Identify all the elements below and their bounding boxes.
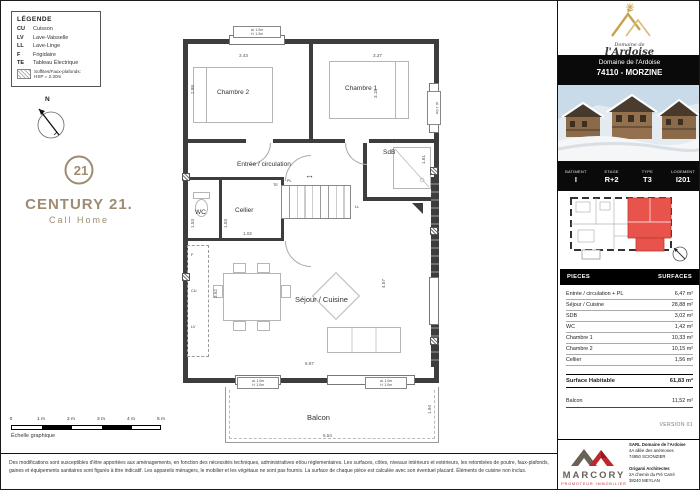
table-row-value: 10,15 m² <box>671 346 693 353</box>
legend-hatch-row <box>17 69 95 80</box>
equipment-f-label: F <box>191 253 194 257</box>
info-col-value: R+2 <box>604 174 619 184</box>
legend-item <box>17 35 95 41</box>
hatch-note <box>34 69 81 80</box>
table-row <box>566 289 693 300</box>
century21-tagline: Call Home <box>48 215 109 225</box>
room-label-entree: Entrée / circulation <box>237 161 291 168</box>
dim-balcon-width: 5.54 <box>323 433 332 438</box>
info-panel <box>557 1 700 490</box>
table-row-label: Cellier <box>566 357 582 364</box>
wall-post <box>182 173 190 181</box>
version-label: VERSION 01 <box>659 422 693 428</box>
dim-cellier-width: 1.02 <box>243 231 252 236</box>
kitchen-counter <box>187 245 209 357</box>
room-label-wc: WC <box>195 209 206 216</box>
legend-item-code: LL <box>17 43 24 49</box>
table-balcony-value: 11,52 m² <box>672 397 693 404</box>
project-city: 74110 - MORZINE <box>596 68 663 77</box>
legend-title: LÉGENDE <box>17 16 52 23</box>
window-note-chambre1 <box>427 91 441 125</box>
legend-item <box>17 60 95 66</box>
table-row <box>566 300 693 311</box>
hatch-note-line2: HSP = 2.30m <box>34 74 62 80</box>
legend-item-code: CU <box>17 26 25 32</box>
dim-chambre2-height: 2.88 <box>190 85 195 94</box>
table-total-label: Surface Habitable <box>566 377 615 384</box>
century21-logo <box>3 153 155 225</box>
chair <box>233 263 246 273</box>
room-label-cellier: Cellier <box>235 207 254 214</box>
dim-wc-height: 1.53 <box>190 219 195 228</box>
info-col-label: BATIMENT <box>565 168 587 174</box>
info-col-value: I201 <box>675 174 691 184</box>
shower-sdb <box>393 147 431 189</box>
legend-item-code: F <box>17 51 21 58</box>
wall-wc-top <box>188 177 284 180</box>
marcory-name: MARCORY <box>562 470 626 481</box>
project-banner <box>558 55 700 85</box>
project-name: Domaine de l'Ardoise <box>598 59 661 66</box>
marcory-tagline: PROMOTEUR IMMOBILIER <box>561 482 627 486</box>
contact-line: 38240 MEYLAN <box>629 477 660 483</box>
dim-sejour-height-right: 4.57 <box>381 279 386 288</box>
info-col <box>665 169 700 184</box>
scale-bar-caption: Échelle graphique <box>11 433 56 439</box>
marcory-logo <box>561 445 627 486</box>
balcony-door-note-left <box>237 377 279 389</box>
dim-sdb-width: 2.27 <box>391 139 400 144</box>
table-row-value: 3,02 m² <box>674 313 693 320</box>
info-col <box>594 169 630 184</box>
wall-post <box>430 167 438 175</box>
table-header-pieces: PIECES <box>567 274 591 280</box>
sofa <box>327 327 401 353</box>
table-row-value: 1,42 m² <box>674 324 693 331</box>
balcony-outline <box>225 387 439 443</box>
legend-item <box>17 52 95 58</box>
contact-line: 2A chemin du Pré Carré <box>629 471 675 477</box>
wall-wc-cellier-divider <box>219 177 222 241</box>
table-row <box>566 311 693 322</box>
scale-tick: 0 <box>9 417 13 422</box>
table-total-value: 61,83 m² <box>669 377 693 384</box>
toilet-tank-wc <box>193 192 210 199</box>
hatch-note-line1: Soffites/Faux-plafonds: <box>34 68 81 74</box>
stairs-direction-arrow-icon: ↔ <box>305 170 314 180</box>
info-col-value: I <box>574 174 577 184</box>
north-compass-icon <box>27 96 71 148</box>
scale-bar <box>11 417 181 439</box>
equipment-ll-label: LL <box>355 205 360 209</box>
century21-name: CENTURY 21. <box>25 196 133 213</box>
balcony-inner-line <box>229 390 435 439</box>
table-row-value: 10,33 m² <box>671 335 693 342</box>
scale-tick: 1 m <box>37 417 45 422</box>
contact-line: 74950 SCIONZIER <box>629 454 666 460</box>
legend-item <box>17 43 95 49</box>
svg-text:21: 21 <box>73 163 89 178</box>
table-row <box>566 322 693 333</box>
room-label-balcon: Balcon <box>307 413 330 422</box>
stairs <box>281 185 351 219</box>
legend-item <box>17 26 95 32</box>
legend-item-code: TE <box>17 60 25 66</box>
window-note-line1: al. 1.0m <box>250 27 264 32</box>
project-photo <box>558 85 700 161</box>
info-col-value: T3 <box>642 174 652 184</box>
table-balcony-label: Balcon <box>566 397 583 404</box>
table-row-value: 1,56 m² <box>674 357 693 364</box>
legend-item-label: Frigidaire <box>33 51 56 58</box>
window-note-line2: H. 1.0m <box>251 31 263 36</box>
table-row <box>566 344 693 355</box>
disclaimer-text: Des modifications sont susceptibles d'être apportées aux aménagements, en fonction des nécessités techniques, administratives et/ou règlementaires. Les surfaces, côtes, niveaux intérieurs et extérieurs, les retombées de poutre, faux-plafonds, gaines et équipements sanitaires sont figurés à titre indicatif. Les appareils ménagers, le mobilier et les végétaux ne sont pas fournis. La surface de chaque pièce est calculée avec son éventuel placard. Éléments de cuisine non inclus. <box>9 460 549 474</box>
compass-north-label: N <box>45 96 50 103</box>
contact-addresses <box>627 442 698 488</box>
scale-tick: 2 m <box>67 417 75 422</box>
dim-chambre1-width: 3.27 <box>373 53 382 58</box>
scale-tick: 4 m <box>127 417 135 422</box>
wall-bedroom-divider <box>309 41 313 141</box>
closet-pl-label: PL <box>287 179 292 183</box>
century21-seal-icon <box>62 153 96 187</box>
wall-under-bedrooms-mid <box>273 139 345 143</box>
legend-item-label: Tableau Électrique <box>33 60 79 66</box>
window-note-line1: al. 1.0m <box>435 101 439 115</box>
table-row-label: Chambre 1 <box>566 335 593 342</box>
window-note-chambre2 <box>233 26 281 38</box>
dim-chambre1-height: 3.18 <box>373 89 378 98</box>
dining-table <box>223 273 281 321</box>
table-row-label: Séjour / Cuisine <box>566 302 605 309</box>
info-col <box>630 169 666 184</box>
window-note-line2: H. 1.0m <box>380 382 392 387</box>
info-col <box>558 169 594 184</box>
contact-block <box>629 442 698 460</box>
table-header-surfaces: SURFACES <box>658 274 692 280</box>
wall-post <box>182 273 190 281</box>
bed-pillow-chambre2 <box>193 67 207 123</box>
table-row-label: SDB <box>566 313 578 320</box>
table-row-label: Entrée / circulation + PL <box>566 291 624 298</box>
table-row-label: Chambre 2 <box>566 346 593 353</box>
dim-sejour-height-left: 3.52 <box>213 289 218 298</box>
scale-tick: 5 m <box>157 417 165 422</box>
table-total-row <box>566 374 693 388</box>
legend-item-label: Lave-Vaisselle <box>33 34 69 41</box>
room-label-chambre1: Chambre 1 <box>345 85 378 92</box>
dim-balcon-height: 1.94 <box>427 405 432 414</box>
info-col-label: TYPE <box>641 168 653 174</box>
bottom-divider <box>1 453 557 454</box>
ardoise-title-script: l'Ardoise <box>604 47 655 58</box>
chair <box>281 285 291 298</box>
equipment-te-label: TE <box>273 183 278 187</box>
bed-pillow-chambre1 <box>395 61 409 119</box>
dim-sejour-width: 6.87 <box>305 361 314 366</box>
equipment-lv-label: LV <box>191 325 196 329</box>
contact-line: 4A allée des anémones <box>629 448 674 454</box>
chair <box>233 321 246 331</box>
legend-box <box>11 11 101 87</box>
marcory-mountains-icon <box>567 445 621 467</box>
legend-item-code: LV <box>17 34 24 41</box>
legend-items <box>17 26 95 66</box>
contacts-footer <box>558 439 700 490</box>
chair <box>257 263 270 273</box>
window-note-line2: H. 1.0m <box>252 382 264 387</box>
hatch-swatch <box>17 69 31 79</box>
unit-info-bar <box>558 161 700 191</box>
contact-title: SARL Domaine de l'Ardoise <box>629 442 686 448</box>
dim-chambre2-width: 3.43 <box>239 53 248 58</box>
duct-triangle <box>412 203 423 214</box>
scale-bar-ticks <box>11 417 181 425</box>
wall-under-chambre2 <box>188 139 246 143</box>
info-col-label: LOGEMENT <box>671 168 696 174</box>
room-label-sejour: Séjour / Cuisine <box>295 295 348 304</box>
table-row-label: WC <box>566 324 575 331</box>
wall-under-chambre1 <box>369 139 434 143</box>
surface-table-header <box>560 269 699 285</box>
window-sejour-right <box>429 277 439 325</box>
floor-plan <box>177 27 457 453</box>
chair <box>257 321 270 331</box>
info-col-label: ETAGE <box>604 168 619 174</box>
surface-table-body <box>558 285 700 408</box>
ardoise-title-small: Domaine de <box>614 42 645 48</box>
legend-item-label: Lave-Linge <box>33 43 61 49</box>
table-row-value: 28,88 m² <box>671 302 693 309</box>
window-note-line1: al. 1.0m <box>251 378 265 383</box>
wall-post <box>430 337 438 345</box>
legend-item-label: Cuisson <box>33 26 53 32</box>
table-balcony-row <box>566 395 693 408</box>
table-row <box>566 355 693 366</box>
contact-title: Origami Architectes <box>629 465 670 471</box>
key-plan <box>558 191 700 269</box>
window-note-line1: al. 1.0m <box>379 378 393 383</box>
room-label-sdb: SdB <box>383 149 396 156</box>
dim-sdb-height: 1.61 <box>421 155 426 164</box>
wall-post <box>430 227 438 235</box>
table-row-value: 6,47 m² <box>674 291 693 298</box>
ardoise-mountains-icon <box>590 2 670 38</box>
contact-block <box>629 466 698 484</box>
wall-sdb-bottom <box>363 197 434 201</box>
equipment-cu-label: CU <box>191 289 197 293</box>
table-row <box>566 333 693 344</box>
scale-bar-segments <box>11 425 161 430</box>
scale-tick: 3 m <box>97 417 105 422</box>
ardoise-logo <box>558 1 700 58</box>
balcony-door-note-right <box>365 377 407 389</box>
dim-cellier-height: 1.53 <box>223 219 228 228</box>
wall-wc-bottom <box>188 238 284 241</box>
room-label-chambre2: Chambre 2 <box>217 89 250 96</box>
